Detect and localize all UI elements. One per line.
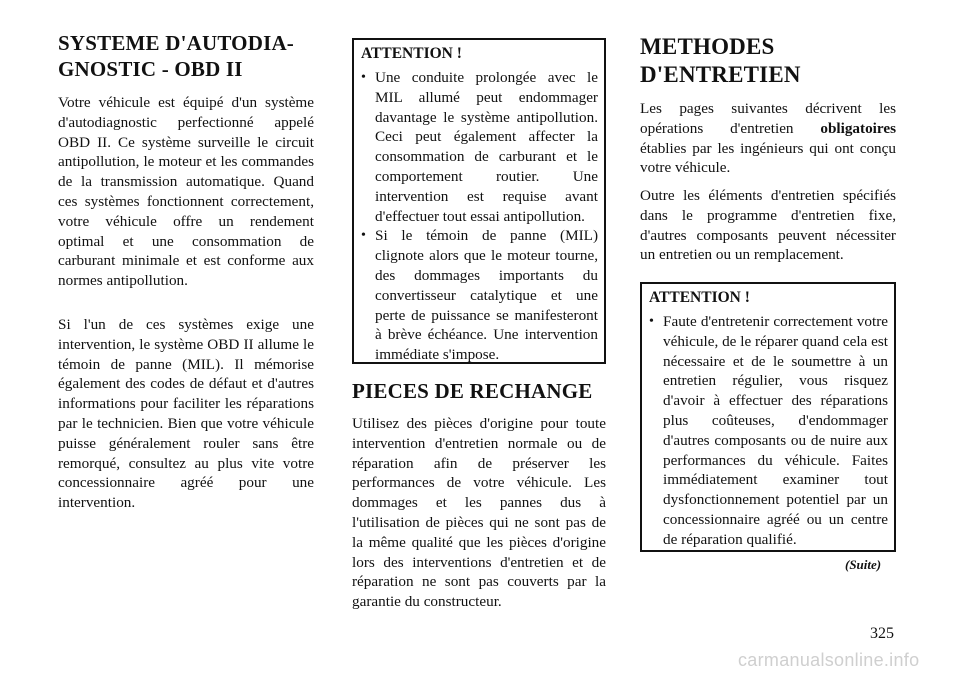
bullet-icon: •: [361, 228, 366, 244]
bullet-icon: •: [649, 314, 654, 329]
maintenance-paragraph-1: [640, 99, 896, 178]
spare-parts-heading: PIECES DE RECHANGE: [352, 379, 593, 403]
obd-heading-line2: GNOSTIC - OBD II: [58, 57, 243, 81]
maintenance-warning-box: [640, 282, 896, 552]
bullet-icon: •: [361, 70, 366, 85]
obd-paragraph-2: Si l'un de ces systèmes exige une intervention, le système OBD II allume le témoin de panne (MIL). Il mémorise également des codes de défaut et d'autres informations pour faciliter les réparations par le technicien. Bien que votre véhicule puisse généralement rouler sans être remorqué, consultez au plus vite votre concessionnaire agréé pour une intervention.: [58, 316, 314, 512]
maintenance-warning-title: ATTENTION !: [649, 289, 750, 306]
obd-warning-title: ATTENTION !: [361, 45, 462, 62]
obd-warning-item: [361, 68, 598, 226]
watermark-text: carmanualsonline.info: [738, 650, 920, 670]
page-number: 325: [870, 625, 894, 642]
maintenance-heading: [640, 33, 896, 89]
obd-warning-text-2: Si le témoin de panne (MIL) clignote alors que le moteur tourne, des dommages importants du convertisseur catalytique et une perte de puissance se manifesteront à brève échéance. Une intervention immédiate s'impose.: [375, 227, 598, 364]
maintenance-heading-line2: D'ENTRETIEN: [640, 62, 801, 87]
maintenance-warning-item: [649, 312, 888, 550]
obd-warning-item: [361, 226, 598, 365]
mandatory-emphasis: obligatoires: [820, 119, 896, 137]
obd-warning-box: [352, 38, 606, 364]
obd-warning-text-1: Une conduite prolongée avec le MIL allumé peut endommager davantage le système antipollution. Ceci peut également affecter la consommation de carburant et le comportement routier. Une intervention est requise avant d'effectuer tout essai antipollution.: [375, 69, 598, 225]
continued-label: (Suite): [845, 557, 882, 572]
obd-warning-list: [361, 68, 598, 365]
maintenance-warning-text: Faute d'entretenir correctement votre véhicule, de le réparer quand cela est nécessaire et de le soumettre à un entretien régulier, vous risquez d'avoir à effectuer des réparations plus coûteuses, d'endommager d'autres composants ou de nuire aux performances du véhicule. Faites immédiatement examiner tout dysfonctionnement potentiel par un concessionnaire agréé ou un centre de réparation qualifié.: [663, 313, 888, 548]
spare-parts-paragraph: Utilisez des pièces d'origine pour toute intervention d'entretien normale ou de réparation afin de préserver les performances de votre véhicule. Les dommages et les pannes dus à l'utilisation de pièces qui ne sont pas de la même qualité que les pièces d'origine lors des interventions d'entretien et de réparation ne sont pas couverts par la garantie du constructeur.: [352, 415, 606, 611]
maintenance-para1-end: établies par les ingénieurs qui ont conçu votre véhicule.: [640, 139, 896, 177]
maintenance-para1-start: Les pages suivantes décrivent les opérations d'entretien: [640, 100, 896, 137]
maintenance-warning-list: [649, 312, 888, 550]
obd-paragraph-1: Votre véhicule est équipé d'un système d'autodiagnostic perfectionné appelé OBD II. Ce système surveille le circuit antipollution, le moteur et les commandes de la transmission automatique. Quand ces systèmes fonctionnent correctement, votre véhicule offre un rendement optimal et une consommation de carburant minimale et est conforme aux normes antipollution.: [58, 94, 314, 290]
obd-heading-line1: SYSTEME D'AUTODIA-: [58, 31, 295, 55]
maintenance-heading-line1: METHODES: [640, 34, 775, 59]
obd-heading: [58, 30, 314, 82]
maintenance-paragraph-2: Outre les éléments d'entretien spécifiés dans le programme d'entretien fixe, d'autres composants peuvent nécessiter un entretien ou un remplacement.: [640, 187, 896, 264]
